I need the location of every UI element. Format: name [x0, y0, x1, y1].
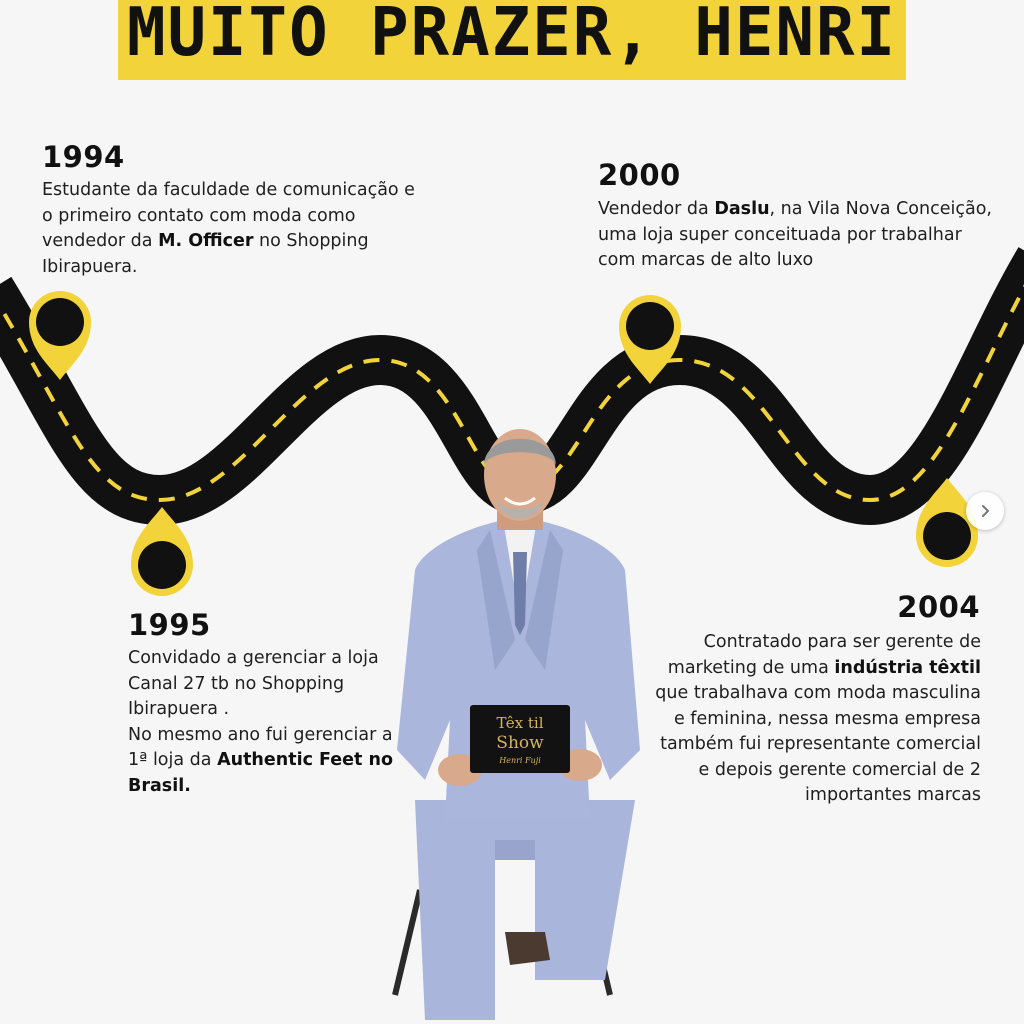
description-2000 — [598, 197, 993, 274]
sign-signature: Henri Fuji — [499, 756, 541, 765]
description-1995 — [128, 646, 393, 799]
highlight-text: indústria têxtil — [834, 657, 981, 678]
sign-line2: Show — [496, 733, 544, 753]
highlight-text: Authentic Feet no Brasil. — [128, 750, 393, 796]
page-title: MUITO PRAZER, HENRI — [126, 0, 898, 72]
year-1995: 1995 — [128, 608, 211, 642]
description-1994 — [42, 178, 427, 280]
body-text: No mesmo ano fui gerenciar a 1ª loja da — [128, 724, 393, 770]
highlight-text: Daslu — [714, 199, 770, 219]
description-2004 — [648, 630, 981, 809]
highlight-text: M. Officer — [158, 231, 254, 251]
body-text: , na Vila Nova Conceição, uma loja super conceituada por trabalhar com marcas de alto luxo — [598, 199, 992, 270]
year-2004: 2004 — [897, 590, 980, 624]
chevron-right-icon — [977, 503, 993, 519]
sign-line1: Têx til — [496, 714, 544, 732]
body-text: que trabalhava com moda masculina e feminina, nessa mesma empresa também fui representante comercial e depois gerente comercial de 2 importantes marcas — [655, 683, 981, 805]
person-photo — [385, 420, 655, 1024]
year-1994: 1994 — [42, 140, 125, 174]
next-slide-button[interactable] — [966, 492, 1004, 530]
body-text: Vendedor da — [598, 199, 715, 219]
textil-show-sign — [470, 705, 570, 773]
body-text: no Shopping Ibirapuera. — [42, 231, 369, 277]
body-text: Convidado a gerenciar a loja Canal 27 tb no Shopping Ibirapuera . — [128, 648, 379, 719]
body-text: Estudante da faculdade de comunicação e o primeiro contato com moda como vendedor da — [42, 180, 415, 251]
year-2000: 2000 — [598, 158, 681, 192]
body-text: Contratado para ser gerente de marketing de uma — [667, 632, 981, 678]
